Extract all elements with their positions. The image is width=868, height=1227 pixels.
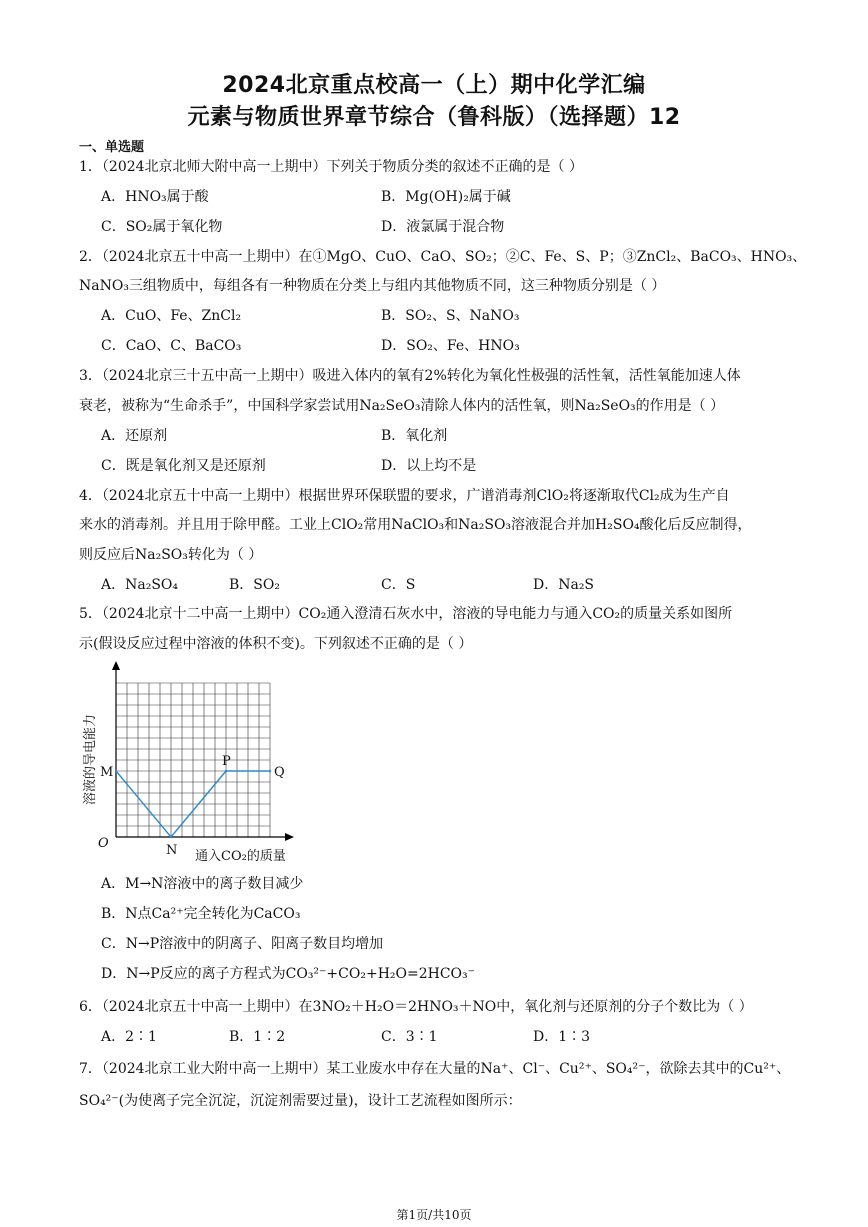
q7-stem-line2: SO₄²⁻(为使离子完全沉淀，沉淀剂需要过量)，设计工艺流程如图所示： [79, 1093, 522, 1109]
q2-option-c: C．CaO、C、BaCO₃ [101, 338, 242, 354]
q4-option-c: C．S [381, 577, 416, 593]
q2-option-d: D．SO₂、Fe、HNO₃ [381, 338, 520, 354]
q7-stem-line1: 7．（2024北京工业大附中高一上期中）某工业废水中存在大量的Na⁺、Cl⁻、Cu²⁺、SO₄²⁻，欲除去其中的Cu²⁺、 [79, 1061, 791, 1077]
q6-option-b: B．1∶2 [229, 1029, 286, 1045]
q4-stem-line3: 则反应后Na₂SO₃转化为（ ） [79, 547, 263, 563]
chart-grid [116, 683, 270, 837]
q1-option-a: A．HNO₃属于酸 [101, 189, 209, 205]
q6-option-a: A．2∶1 [101, 1029, 157, 1045]
chart-axes [112, 661, 294, 841]
q3-option-d: D．以上均不是 [381, 458, 477, 474]
y-axis-label: 溶液的导电能力 [83, 713, 98, 805]
page-subtitle: 元素与物质世界章节综合（鲁科版）（选择题）12 [187, 105, 681, 130]
origin-label: O [98, 836, 109, 851]
q5-option-a: A．M→N溶液中的离子数目减少 [101, 876, 304, 892]
q5-stem-line2: 示(假设反应过程中溶液的体积不变)。下列叙述不正确的是（ ） [79, 636, 473, 652]
q1-stem: 1．（2024北京北师大附中高一上期中）下列关于物质分类的叙述不正确的是（ ） [79, 159, 583, 175]
series-point [269, 770, 271, 772]
point-label-n: N [166, 843, 178, 858]
page-title: 2024北京重点校高一（上）期中化学汇编 [222, 73, 646, 98]
q2-stem-line2: NaNO₃三组物质中，每组各有一种物质在分类上与组内其他物质不同，这三种物质分别是（ ） [79, 278, 666, 294]
chart-labels [82, 714, 286, 864]
q5-option-b: B．N点Ca²⁺完全转化为CaCO₃ [101, 906, 301, 922]
point-label-p: P [222, 754, 231, 769]
q4-stem-line2: 来水的消毒剂。并且用于除甲醛。工业上ClO₂常用NaClO₃和Na₂SO₃溶液混合并加H₂SO₄酸化后反应制得， [79, 517, 752, 533]
q4-option-b: B．SO₂ [229, 577, 280, 593]
q4-stem-line1: 4．（2024北京五十中高一上期中）根据世界环保联盟的要求，广谱消毒剂ClO₂将逐渐取代Cl₂成为生产自 [79, 488, 730, 504]
q4-option-a: A．Na₂SO₄ [101, 577, 178, 593]
point-label-q: Q [274, 765, 285, 780]
q6-stem: 6．（2024北京五十中高一上期中）在3NO₂＋H₂O＝2HNO₃＋NO中，氧化剂与还原剂的分子个数比为（ ） [79, 999, 753, 1015]
q3-stem-line2: 衰老，被称为“生命杀手”，中国科学家尝试用Na₂SeO₃清除人体内的活性氧，则Na₂SeO₃的作用是（ ） [79, 398, 725, 414]
q2-option-b: B．SO₂、S、NaNO₃ [381, 308, 520, 324]
series-point [115, 770, 117, 772]
x-axis-label: 通入CO₂的质量 [195, 849, 286, 864]
series-point [170, 836, 172, 838]
q1-option-b: B．Mg(OH)₂属于碱 [381, 189, 511, 205]
q4-option-d: D．Na₂S [533, 577, 595, 593]
point-label-m: M [100, 765, 114, 780]
q3-option-b: B．氧化剂 [381, 428, 448, 444]
x-axis-arrow [285, 833, 294, 841]
y-axis-arrow [112, 661, 120, 670]
conductivity-chart [78, 660, 318, 865]
q1-option-c: C．SO₂属于氧化物 [101, 219, 223, 235]
series-point [225, 770, 227, 772]
q1-option-d: D．液氯属于混合物 [381, 219, 505, 235]
q6-option-c: C．3∶1 [381, 1029, 438, 1045]
q3-option-a: A．还原剂 [101, 428, 168, 444]
q6-option-d: D．1∶3 [533, 1029, 591, 1045]
q2-stem-line1: 2．（2024北京五十中高一上期中）在①MgO、CuO、CaO、SO₂；②C、Fe、S、P；③ZnCl₂、BaCO₃、HNO₃、 [79, 249, 807, 265]
q5-stem-line1: 5．（2024北京十二中高一上期中）CO₂通入澄清石灰水中，溶液的导电能力与通入CO₂的质量关系如图所 [79, 606, 733, 622]
section-heading: 一、单选题 [79, 140, 145, 155]
q2-option-a: A．CuO、Fe、ZnCl₂ [101, 308, 242, 324]
page-footer: 第1页/共10页 [396, 1208, 472, 1222]
q5-option-c: C．N→P溶液中的阴离子、阳离子数目均增加 [101, 936, 384, 952]
q3-option-c: C．既是氧化剂又是还原剂 [101, 458, 266, 474]
q3-stem-line1: 3．（2024北京三十五中高一上期中）吸进入体内的氧有2%转化为氧化性极强的活性氧，活性氧能加速人体 [79, 368, 741, 384]
q5-option-d: D．N→P反应的离子方程式为CO₃²⁻+CO₂+H₂O=2HCO₃⁻ [101, 966, 476, 982]
